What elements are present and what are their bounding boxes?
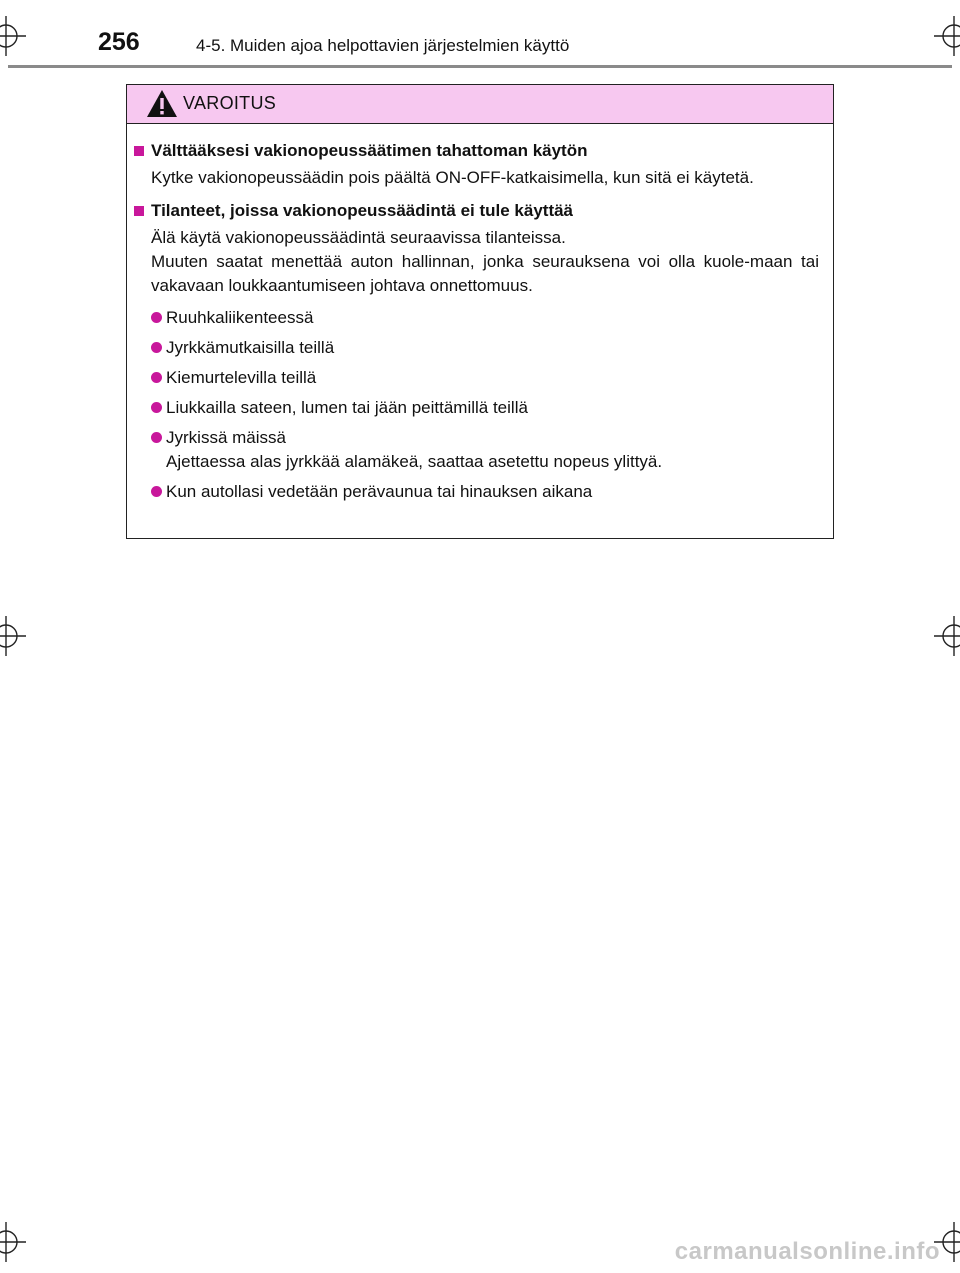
list-item-text: Jyrkissä mäissä <box>166 428 286 447</box>
list-item-text: Jyrkkämutkaisilla teillä <box>166 338 335 357</box>
registration-mark-icon <box>0 1222 26 1262</box>
warning-section <box>134 140 819 190</box>
registration-mark-icon <box>934 16 960 56</box>
square-bullet-icon <box>134 146 144 156</box>
square-bullet-icon <box>134 206 144 216</box>
watermark: carmanualsonline.info <box>674 1238 940 1265</box>
section-heading-text: Välttääksesi vakionopeussäätimen tahattoman käytön <box>151 141 588 160</box>
list-item <box>151 426 819 474</box>
registration-mark-icon <box>0 616 26 656</box>
round-bullet-icon <box>151 432 162 443</box>
list-item <box>151 336 819 360</box>
list-item <box>151 480 819 504</box>
list-item-text: Kiemurtelevilla teillä <box>166 368 317 387</box>
running-head: 4-5. Muiden ajoa helpottavien järjestelmien käyttö <box>196 36 570 55</box>
situation-list <box>134 306 819 504</box>
warning-section <box>134 200 819 504</box>
list-item-text: Kun autollasi vedetään perävaunua tai hinauksen aikana <box>166 482 593 501</box>
warning-triangle-icon <box>146 89 178 118</box>
round-bullet-icon <box>151 312 162 323</box>
registration-mark-icon <box>0 16 26 56</box>
page-number: 256 <box>98 28 140 56</box>
round-bullet-icon <box>151 372 162 383</box>
list-item-text: Liukkailla sateen, lumen tai jään peittämillä teillä <box>166 398 528 417</box>
list-item <box>151 366 819 390</box>
list-item-text: Ruuhkaliikenteessä <box>166 308 314 327</box>
header-rule <box>8 65 952 68</box>
list-item <box>151 396 819 420</box>
section-heading <box>134 140 819 162</box>
section-paragraph: Älä käytä vakionopeussäädintä seuraavissa tilanteissa. <box>151 228 566 247</box>
warning-title: VAROITUS <box>183 93 277 113</box>
round-bullet-icon <box>151 342 162 353</box>
list-item-text-block <box>166 426 662 474</box>
section-paragraph: Kytke vakionopeussäädin pois päältä ON-OFF-katkaisimella, kun sitä ei käytetä. <box>151 168 754 187</box>
warning-header <box>127 85 833 124</box>
section-paragraph: Muuten saatat menettää auton hallinnan, jonka seurauksena voi olla kuole-maan tai vakavaan loukkaantumiseen johtava onnettomuus. <box>151 252 819 295</box>
section-heading-text: Tilanteet, joissa vakionopeussäädintä ei tule käyttää <box>151 201 574 220</box>
registration-mark-icon <box>934 616 960 656</box>
list-item-subtext: Ajettaessa alas jyrkkää alamäkeä, saattaa asetettu nopeus ylittyä. <box>166 452 663 471</box>
round-bullet-icon <box>151 402 162 413</box>
warning-box <box>126 84 834 539</box>
list-item <box>151 306 819 330</box>
round-bullet-icon <box>151 486 162 497</box>
section-heading <box>134 200 819 222</box>
warning-body <box>127 124 833 504</box>
